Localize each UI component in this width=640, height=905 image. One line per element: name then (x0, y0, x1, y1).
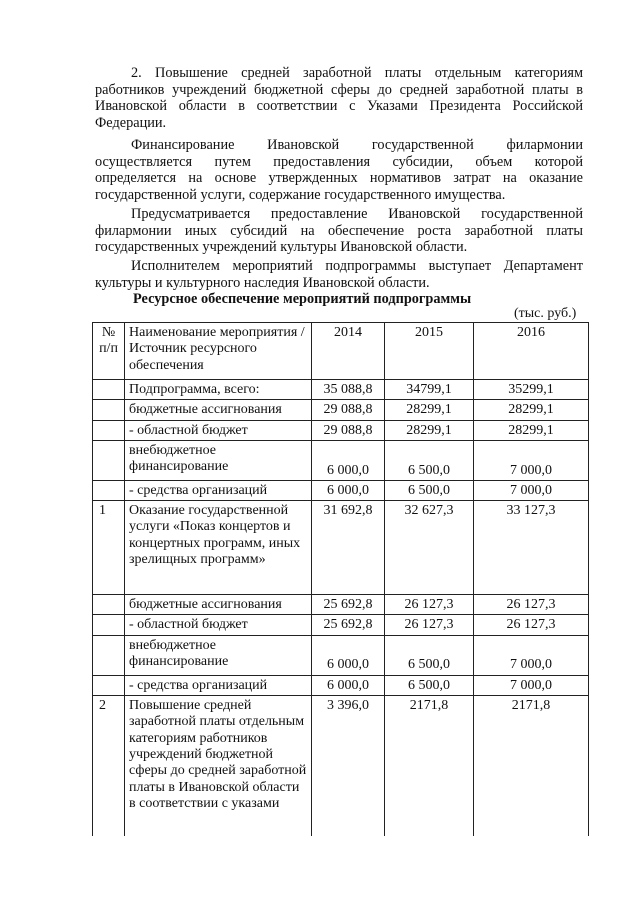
row-number (93, 675, 125, 695)
row-name: бюджетные ассигнования (125, 595, 312, 615)
table-row (93, 501, 589, 595)
table-row (93, 595, 589, 615)
text-line: Финансирование Ивановской государственной филармонии (131, 137, 583, 153)
value-2016: 26 127,3 (474, 595, 589, 615)
table-row (93, 635, 589, 675)
header-name: Наименование мероприятия / Источник ресурсного обеспечения (125, 323, 312, 380)
text-line: Исполнителем мероприятий подпрограммы выступает Департамент (131, 258, 583, 274)
unit-label: (тыс. руб.) (514, 306, 577, 321)
value-2015: 6 500,0 (385, 440, 474, 480)
header-2014: 2014 (312, 323, 385, 380)
row-number (93, 380, 125, 400)
resource-table (92, 322, 589, 836)
row-number (93, 635, 125, 675)
text-line: Ивановской области в соответствии с Указами Президента Российской (95, 98, 583, 115)
row-name: бюджетные ассигнования (125, 400, 312, 420)
table-row (93, 615, 589, 635)
value-2014: 6 000,0 (312, 440, 385, 480)
value-2014: 6 000,0 (312, 675, 385, 695)
table-row (93, 440, 589, 480)
value-2014: 3 396,0 (312, 696, 385, 836)
table-header-row (93, 323, 589, 380)
value-2015: 28299,1 (385, 420, 474, 440)
text-line: Предусматривается предоставление Ивановской государственной (131, 206, 583, 222)
value-2014: 25 692,8 (312, 615, 385, 635)
text-line: филармонии иных субсидий на обеспечение роста заработной платы (95, 222, 583, 239)
value-2016: 7 000,0 (474, 440, 589, 480)
row-name: - средства организаций (125, 675, 312, 695)
value-2016: 26 127,3 (474, 615, 589, 635)
row-number (93, 595, 125, 615)
value-2014: 29 088,8 (312, 400, 385, 420)
value-2015: 28299,1 (385, 400, 474, 420)
row-number (93, 400, 125, 420)
row-name: Оказание государственной услуги «Показ концертов и концертных программ, иных зрелищных программ» (125, 501, 312, 595)
text-line: 2. Повышение средней заработной платы отдельным категориям (131, 65, 583, 81)
text-line: Федерации. (95, 114, 167, 131)
row-name: внебюджетное финансирование (125, 635, 312, 675)
row-number (93, 440, 125, 480)
row-name: внебюджетное финансирование (125, 440, 312, 480)
text-line: государственной услуги, содержание государственного имущества. (95, 186, 506, 203)
text-line: культуры и культурного наследия Ивановской области. (95, 274, 430, 291)
value-2016: 7 000,0 (474, 635, 589, 675)
value-2015: 6 500,0 (385, 675, 474, 695)
table-row (93, 380, 589, 400)
value-2014: 6 000,0 (312, 480, 385, 500)
table-title: Ресурсное обеспечение мероприятий подпрограммы (133, 291, 472, 307)
row-name: - областной бюджет (125, 615, 312, 635)
row-name: - средства организаций (125, 480, 312, 500)
paragraph-1 (95, 65, 583, 131)
table-row (93, 480, 589, 500)
table-row (93, 675, 589, 695)
value-2015: 26 127,3 (385, 615, 474, 635)
value-2016: 2171,8 (474, 696, 589, 836)
row-number (93, 420, 125, 440)
paragraph-2 (95, 137, 583, 203)
table-row (93, 696, 589, 836)
header-number: № п/п (93, 323, 125, 380)
value-2016: 35299,1 (474, 380, 589, 400)
table-row (93, 420, 589, 440)
value-2016: 7 000,0 (474, 675, 589, 695)
table-row (93, 400, 589, 420)
header-2016: 2016 (474, 323, 589, 380)
header-2015: 2015 (385, 323, 474, 380)
value-2015: 34799,1 (385, 380, 474, 400)
text-line: государственных учреждений культуры Ивановской области. (95, 239, 468, 256)
value-2016: 28299,1 (474, 420, 589, 440)
text-line: работников учреждений бюджетной сферы до средней заработной платы в (95, 81, 583, 98)
value-2015: 32 627,3 (385, 501, 474, 595)
row-number: 2 (93, 696, 125, 836)
value-2014: 29 088,8 (312, 420, 385, 440)
row-number (93, 615, 125, 635)
paragraph-4 (95, 258, 583, 291)
value-2014: 35 088,8 (312, 380, 385, 400)
row-name: Подпрограмма, всего: (125, 380, 312, 400)
paragraph-3 (95, 206, 583, 256)
value-2014: 31 692,8 (312, 501, 385, 595)
value-2016: 7 000,0 (474, 480, 589, 500)
row-number: 1 (93, 501, 125, 595)
row-name: Повышение средней заработной платы отдельным категориям работников учреждений бюджетной сферы до средней заработной платы в Ивановской области в соответствии с указами (125, 696, 312, 836)
row-number (93, 480, 125, 500)
value-2016: 28299,1 (474, 400, 589, 420)
text-line: осуществляется путем предоставления субсидии, объем которой (95, 153, 583, 170)
value-2015: 26 127,3 (385, 595, 474, 615)
value-2015: 6 500,0 (385, 480, 474, 500)
row-name: - областной бюджет (125, 420, 312, 440)
value-2014: 6 000,0 (312, 635, 385, 675)
value-2014: 25 692,8 (312, 595, 385, 615)
value-2015: 6 500,0 (385, 635, 474, 675)
value-2015: 2171,8 (385, 696, 474, 836)
value-2016: 33 127,3 (474, 501, 589, 595)
text-line: определяется на основе утвержденных нормативов затрат на оказание (95, 170, 583, 187)
